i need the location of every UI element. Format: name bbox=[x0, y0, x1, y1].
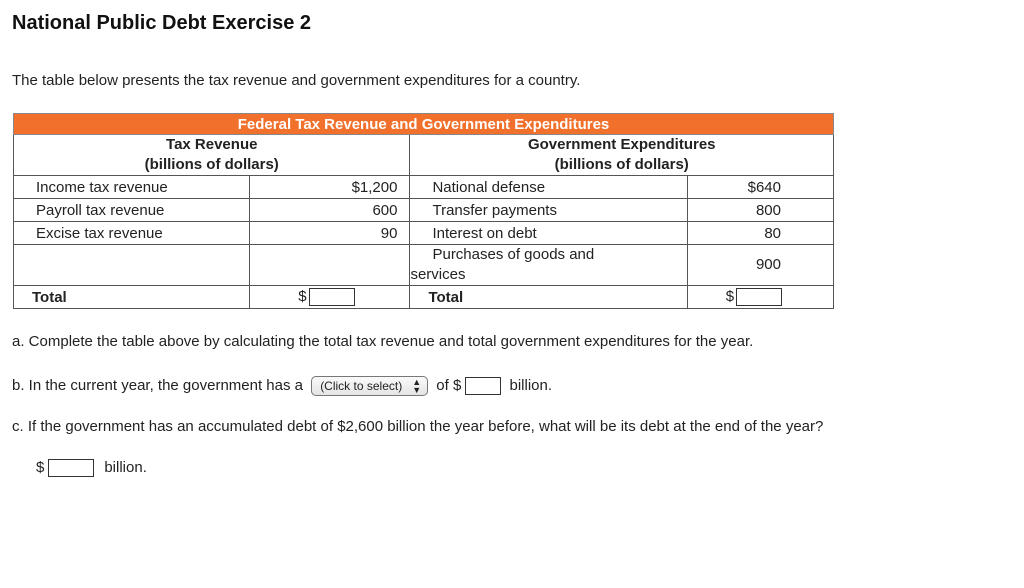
tax-column-title: Tax Revenue bbox=[166, 136, 258, 153]
dollar-sign: $ bbox=[298, 287, 307, 305]
tax-value: 90 bbox=[250, 222, 410, 245]
expenditure-total-label: Total bbox=[410, 286, 687, 309]
tax-total-label: Total bbox=[14, 286, 250, 309]
question-b-mid: of $ bbox=[436, 376, 462, 394]
expenditure-label: Interest on debt bbox=[410, 222, 687, 245]
expenditure-column-title: Government Expenditures bbox=[527, 136, 716, 153]
tax-label: Excise tax revenue bbox=[14, 222, 250, 245]
total-tax-revenue-input[interactable] bbox=[309, 288, 355, 306]
expenditure-column-header bbox=[410, 135, 834, 176]
expenditure-label-line2: services bbox=[410, 266, 466, 283]
expenditure-value: $640 bbox=[687, 176, 833, 199]
budget-status-select[interactable] bbox=[311, 376, 428, 396]
table-row bbox=[14, 176, 834, 199]
tax-label: Income tax revenue bbox=[14, 176, 250, 199]
total-expenditure-input[interactable] bbox=[736, 288, 782, 306]
expenditure-column-units: (billions of dollars) bbox=[554, 156, 689, 173]
question-b-suffix: billion. bbox=[509, 376, 553, 394]
table-row bbox=[14, 199, 834, 222]
empty-cell bbox=[250, 245, 410, 286]
table-row bbox=[14, 245, 834, 286]
expenditure-value: 900 bbox=[687, 245, 833, 286]
select-arrows-icon: ▲ ▼ bbox=[412, 377, 422, 395]
question-b bbox=[12, 376, 552, 396]
question-c-answer bbox=[36, 459, 147, 477]
debt-amount-input[interactable] bbox=[48, 459, 94, 477]
table-header: Federal Tax Revenue and Government Expenditures bbox=[14, 114, 834, 135]
dollar-sign: $ bbox=[725, 287, 735, 305]
table-row bbox=[14, 222, 834, 245]
empty-cell bbox=[14, 245, 250, 286]
question-b-prefix: b. In the current year, the government has a bbox=[12, 376, 304, 394]
answer-suffix: billion. bbox=[104, 459, 147, 476]
budget-amount-input[interactable] bbox=[465, 377, 501, 395]
expenditure-value: 800 bbox=[687, 199, 833, 222]
revenue-expenditure-table bbox=[13, 113, 834, 309]
tax-value: 600 bbox=[250, 199, 410, 222]
total-row bbox=[14, 286, 834, 309]
expenditure-total-cell bbox=[687, 286, 833, 309]
question-c: c. If the government has an accumulated debt of $2,600 billion the year before, what will be its debt at the end of the year? bbox=[12, 418, 824, 435]
tax-total-cell bbox=[250, 286, 410, 309]
expenditure-label bbox=[410, 245, 687, 286]
tax-label: Payroll tax revenue bbox=[14, 199, 250, 222]
tax-value: $1,200 bbox=[250, 176, 410, 199]
expenditure-label-line1: Purchases of goods and bbox=[432, 246, 595, 263]
expenditure-label: Transfer payments bbox=[410, 199, 687, 222]
tax-column-units: (billions of dollars) bbox=[144, 156, 279, 173]
answer-dollar-sign: $ bbox=[36, 459, 45, 476]
page-title: National Public Debt Exercise 2 bbox=[12, 12, 311, 34]
intro-text: The table below presents the tax revenue and government expenditures for a country. bbox=[12, 72, 581, 89]
question-a: a. Complete the table above by calculating the total tax revenue and total government expenditures for the year. bbox=[12, 333, 754, 350]
tax-column-header bbox=[14, 135, 410, 176]
expenditure-value: 80 bbox=[687, 222, 833, 245]
expenditure-label: National defense bbox=[410, 176, 687, 199]
select-label: (Click to select) bbox=[320, 379, 403, 393]
